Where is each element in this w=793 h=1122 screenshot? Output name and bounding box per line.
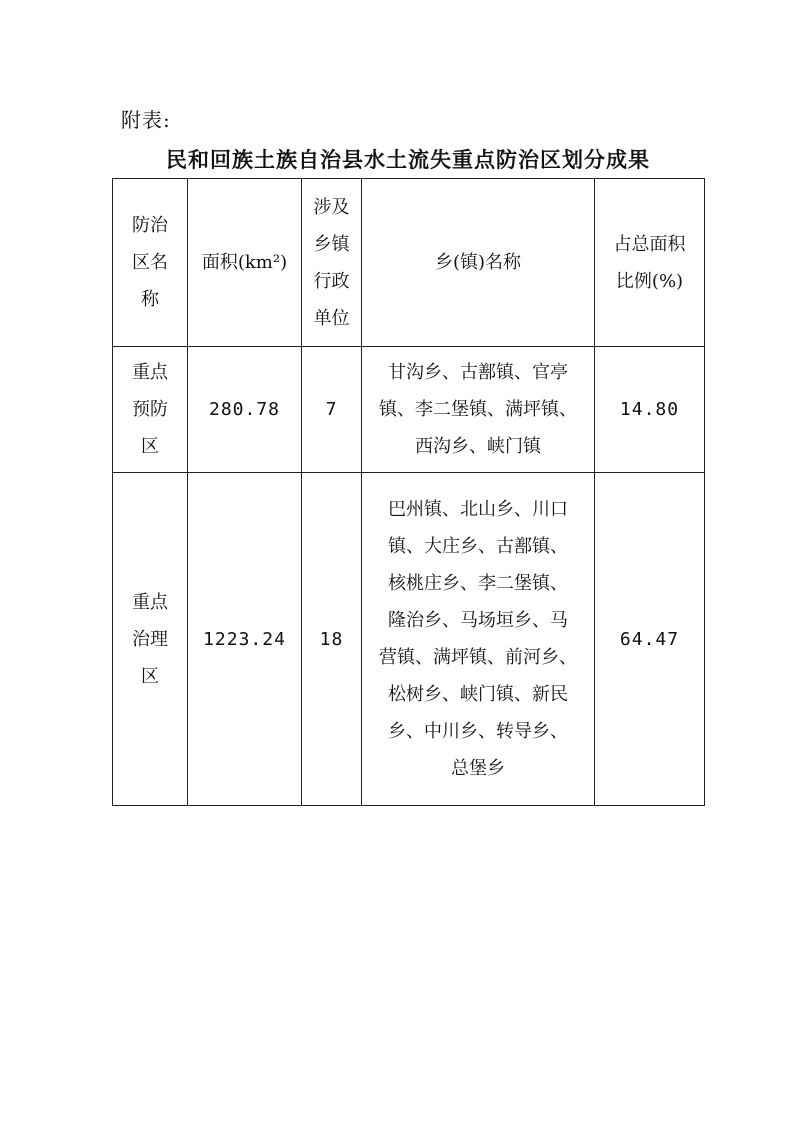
- table-title: 民和回族土族自治县水土流失重点防治区划分成果: [166, 147, 650, 172]
- town-names-cell: 巴州镇、北山乡、川口 镇、大庄乡、古鄯镇、 核桃庄乡、李二堡镇、 隆治乡、马场垣乡、马 营镇、满坪镇、前河乡、 松树乡、峡门镇、新民 乡、中川乡、转导乡、 总堡乡: [362, 473, 595, 806]
- table-row: [113, 473, 705, 806]
- admin-units-cell: 18: [302, 473, 362, 806]
- header-area: 面积(km²): [188, 179, 302, 347]
- area-cell: 280.78: [188, 347, 302, 473]
- header-admin-units: 涉及 乡镇 行政 单位: [302, 179, 362, 347]
- area-cell: 1223.24: [188, 473, 302, 806]
- header-town-names: 乡(镇)名称: [362, 179, 595, 347]
- admin-units-cell: 7: [302, 347, 362, 473]
- header-zone-name: 防治 区名 称: [113, 179, 188, 347]
- header-ratio: 占总面积 比例(%): [595, 179, 705, 347]
- zone-name-cell: 重点 预防 区: [113, 347, 188, 473]
- ratio-cell: 64.47: [595, 473, 705, 806]
- zone-name-cell: 重点 治理 区: [113, 473, 188, 806]
- table-header-row: [113, 179, 705, 347]
- attachment-label: 附表:: [121, 108, 171, 132]
- zone-table: [112, 178, 705, 806]
- ratio-cell: 14.80: [595, 347, 705, 473]
- table-row: [113, 347, 705, 473]
- town-names-cell: 甘沟乡、古鄯镇、官亭 镇、李二堡镇、满坪镇、 西沟乡、峡门镇: [362, 347, 595, 473]
